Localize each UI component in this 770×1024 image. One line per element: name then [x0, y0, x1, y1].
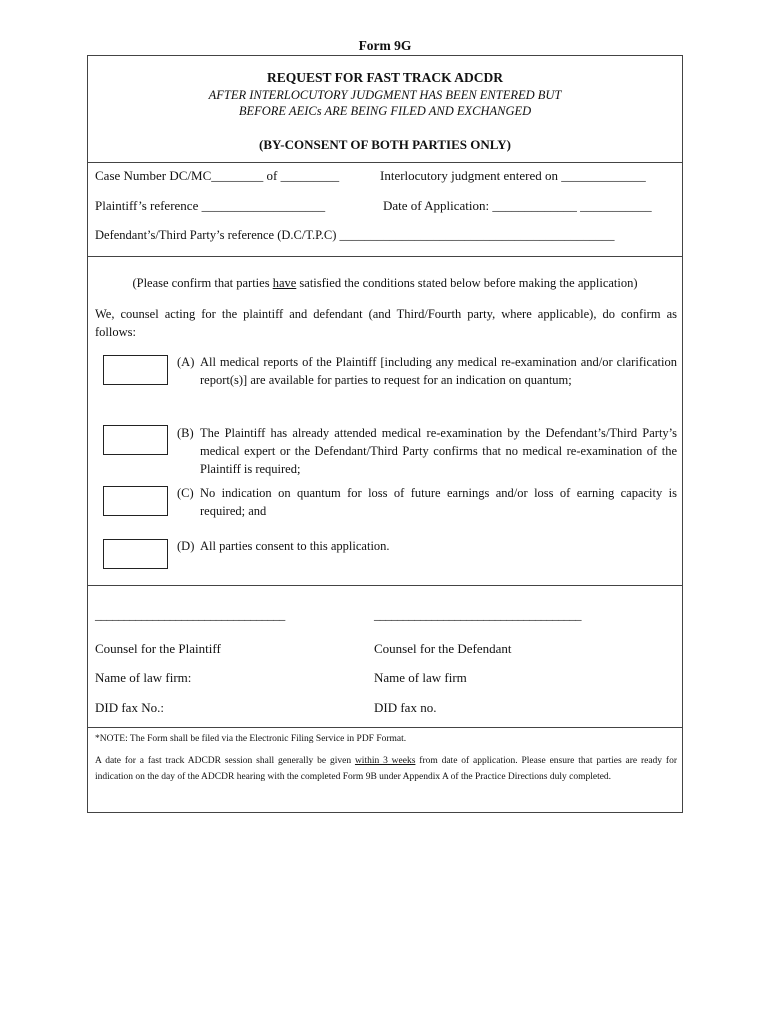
- condition-c-letter: (C): [177, 486, 194, 500]
- defendant-fax-label: DID fax no.: [374, 700, 437, 715]
- plaintiff-law-firm-label: Name of law firm:: [95, 670, 192, 685]
- divider: [88, 585, 682, 586]
- confirmation-intro: We, counsel acting for the plaintiff and defendant (and Third/Fourth party, where applicable), do confirm as follows:: [95, 307, 677, 339]
- defendant-counsel-label: Counsel for the Defendant: [374, 641, 512, 656]
- condition-a-text: All medical reports of the Plaintiff [including any medical re-examination and/or clarification report(s)] are available for parties to request for an indication on quantum;: [200, 355, 677, 387]
- confirmation-instruction: [88, 276, 682, 291]
- fast-track-note-prefix: A date for a fast track ADCDR session shall generally be given: [95, 756, 355, 766]
- defendant-law-firm-label: Name of law firm: [374, 670, 467, 685]
- case-number-field[interactable]: Case Number DC/MC________ of _________: [95, 168, 340, 183]
- interlocutory-judgment-field[interactable]: Interlocutory judgment entered on _____________: [380, 168, 646, 183]
- condition-a-letter: (A): [177, 355, 195, 369]
- confirmation-prefix: (Please confirm that parties: [132, 276, 273, 290]
- plaintiff-signature-line[interactable]: _________________________________: [95, 608, 285, 622]
- condition-b-text: The Plaintiff has already attended medical re-examination by the Defendant’s/Third Party’s medical expert or the Defendant/Third Party confirms that no medical re-examination of the Plaintiff is required;: [200, 426, 677, 476]
- fast-track-note-suffix: from date of application. Please ensure that parties are ready for indication on the day of the ADCDR hearing with the completed Form 9B under Appendix A of the Practice Directions duly completed.: [95, 756, 677, 782]
- consent-heading: (BY-CONSENT OF BOTH PARTIES ONLY): [259, 137, 511, 152]
- form-label: Form 9G: [358, 38, 412, 53]
- condition-c-text: No indication on quantum for loss of future earnings and/or loss of earning capacity is required; and: [200, 486, 677, 518]
- condition-b-letter: (B): [177, 426, 194, 440]
- confirmation-emphasis: have: [272, 276, 297, 290]
- date-of-application-field[interactable]: Date of Application: _____________ ___________: [383, 198, 652, 213]
- condition-d-text: All parties consent to this application.: [200, 539, 390, 553]
- checkbox-condition-d[interactable]: [103, 539, 168, 569]
- plaintiff-counsel-label: Counsel for the Plaintiff: [95, 641, 221, 656]
- form-frame: [87, 55, 683, 813]
- form-subtitle-line1: AFTER INTERLOCUTORY JUDGMENT HAS BEEN ENTERED BUT: [208, 88, 562, 102]
- checkbox-condition-c[interactable]: [103, 486, 168, 516]
- confirmation-suffix: satisfied the conditions stated below before making the application): [296, 276, 638, 290]
- checkbox-condition-a[interactable]: [103, 355, 168, 385]
- condition-b: [177, 424, 677, 478]
- plaintiff-reference-field[interactable]: Plaintiff’s reference ___________________: [95, 198, 326, 213]
- divider: [88, 162, 682, 163]
- form-title: REQUEST FOR FAST TRACK ADCDR: [266, 70, 504, 85]
- defendant-signature-line[interactable]: ____________________________________: [374, 608, 581, 622]
- condition-d-letter: (D): [177, 539, 195, 553]
- fast-track-note: [95, 754, 677, 785]
- filing-note: *NOTE: The Form shall be filed via the Electronic Filing Service in PDF Format.: [95, 734, 407, 744]
- form-subtitle-line2: BEFORE AEICs ARE BEING FILED AND EXCHANGED: [238, 104, 532, 118]
- condition-a: [177, 353, 677, 389]
- divider: [88, 256, 682, 257]
- fast-track-note-emphasis: within 3 weeks: [354, 756, 416, 766]
- checkbox-condition-b[interactable]: [103, 425, 168, 455]
- condition-c: [177, 484, 677, 520]
- plaintiff-fax-label: DID fax No.:: [95, 700, 164, 715]
- defendant-reference-field[interactable]: Defendant’s/Third Party’s reference (D.C/T.P.C) ____________________________________________: [95, 228, 615, 242]
- condition-d: [177, 537, 677, 555]
- divider: [88, 727, 682, 728]
